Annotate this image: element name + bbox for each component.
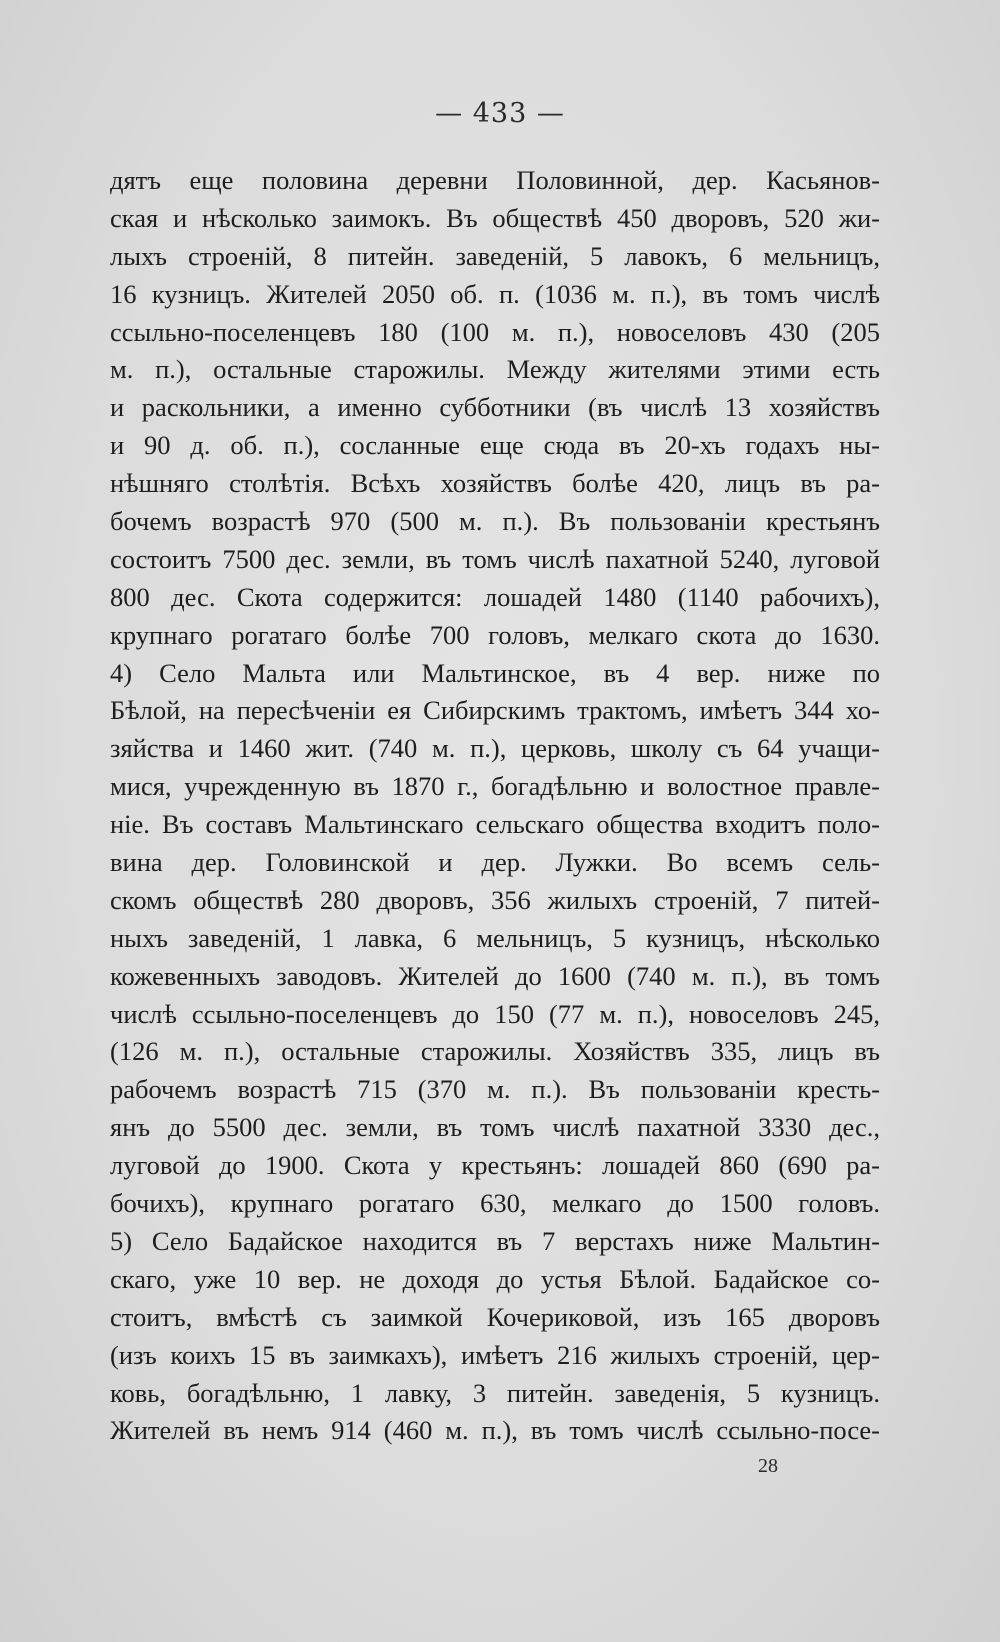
text-line: скомъ обществѣ 280 дворовъ, 356 жилыхъ строеній, 7 питей- <box>110 884 880 915</box>
text-line: 800 дес. Скота содержится: лошадей 1480 (1140 рабочихъ), <box>110 581 880 612</box>
text-line: (изъ коихъ 15 въ заимкахъ), имѣетъ 216 жилыхъ строеній, цер- <box>110 1339 880 1370</box>
text-line: зяйства и 1460 жит. (740 м. п.), церковь, школу съ 64 учащи- <box>110 733 880 764</box>
text-line: лыхъ строеній, 8 питейн. заведеній, 5 лавокъ, 6 мельницъ, <box>110 240 880 271</box>
text-line: бочемъ возрастѣ 970 (500 м. п.). Въ пользованіи крестьянъ <box>110 506 880 537</box>
text-line: и 90 д. об. п.), сосланные еще сюда въ 20-хъ годахъ ны- <box>110 430 880 461</box>
text-line: янъ до 5500 дес. земли, въ томъ числѣ пахатной 3330 дес., <box>110 1112 880 1143</box>
text-line: Бѣлой, на пересѣченіи ея Сибирскимъ трактомъ, имѣетъ 344 хо- <box>110 695 880 726</box>
text-line: (126 м. п.), остальные старожилы. Хозяйствъ 335, лицъ въ <box>110 1036 880 1067</box>
text-line: крупнаго рогатаго болѣе 700 головъ, мелкаго скота до 1630. <box>110 619 880 650</box>
text-line: вина дер. Головинской и дер. Лужки. Во всемъ сель- <box>110 847 880 878</box>
text-line: ковь, богадѣльню, 1 лавку, 3 питейн. заведенія, 5 кузницъ. <box>110 1377 880 1408</box>
text-line: ніе. Въ составъ Мальтинскаго сельскаго общества входитъ поло- <box>110 809 880 840</box>
text-line: луговой до 1900. Скота у крестьянъ: лошадей 860 (690 ра- <box>110 1150 880 1181</box>
page-number: — 433 — <box>435 98 565 129</box>
text-line: 4) Село Мальта или Мальтинское, въ 4 вер. ниже по <box>110 657 880 688</box>
text-line: числѣ ссыльно-поселенцевъ до 150 (77 м. п.), новоселовъ 245, <box>110 998 880 1029</box>
text-line: ныхъ заведеній, 1 лавка, 6 мельницъ, 5 кузницъ, нѣсколько <box>110 922 880 953</box>
text-line: мися, учрежденную въ 1870 г., богадѣльню и волостное правле- <box>110 771 880 802</box>
text-line: 5) Село Бадайское находится въ 7 верстахъ ниже Мальтин- <box>110 1225 880 1256</box>
text-line: стоитъ, вмѣстѣ съ заимкой Кочериковой, изъ 165 дворовъ <box>110 1301 880 1332</box>
text-line: дятъ еще половина деревни Половинной, дер. Касьянов- <box>110 165 880 195</box>
text-line: нѣшняго столѣтія. Всѣхъ хозяйствъ болѣе 420, лицъ въ ра- <box>110 468 880 499</box>
text-line: ская и нѣсколько заимокъ. Въ обществѣ 450 дворовъ, 520 жи- <box>110 202 880 233</box>
text-line: рабочемъ возрастѣ 715 (370 м. п.). Въ пользованіи кресть- <box>110 1074 880 1105</box>
text-line: и раскольники, а именно субботники (въ числѣ 13 хозяйствъ <box>110 392 880 423</box>
text-line: Жителей въ немъ 914 (460 м. п.), въ томъ числѣ ссыльно-посе- <box>110 1415 880 1446</box>
text-line: состоитъ 7500 дес. земли, въ томъ числѣ пахатной 5240, луговой <box>110 543 880 574</box>
text-line: скаго, уже 10 вер. не доходя до устья Бѣлой. Бадайское со- <box>110 1263 880 1294</box>
text-line: 16 кузницъ. Жителей 2050 об. п. (1036 м. п.), въ томъ числѣ <box>110 278 880 309</box>
signature-mark: 28 <box>758 1455 778 1477</box>
text-line: м. п.), остальные старожилы. Между жителями этими есть <box>110 354 880 385</box>
text-line: ссыльно-поселенцевъ 180 (100 м. п.), новоселовъ 430 (205 <box>110 316 880 347</box>
body-text <box>110 162 880 1450</box>
text-line: кожевенныхъ заводовъ. Жителей до 1600 (740 м. п.), въ томъ <box>110 960 880 991</box>
text-line: бочихъ), крупнаго рогатаго 630, мелкаго до 1500 головъ. <box>110 1188 880 1219</box>
